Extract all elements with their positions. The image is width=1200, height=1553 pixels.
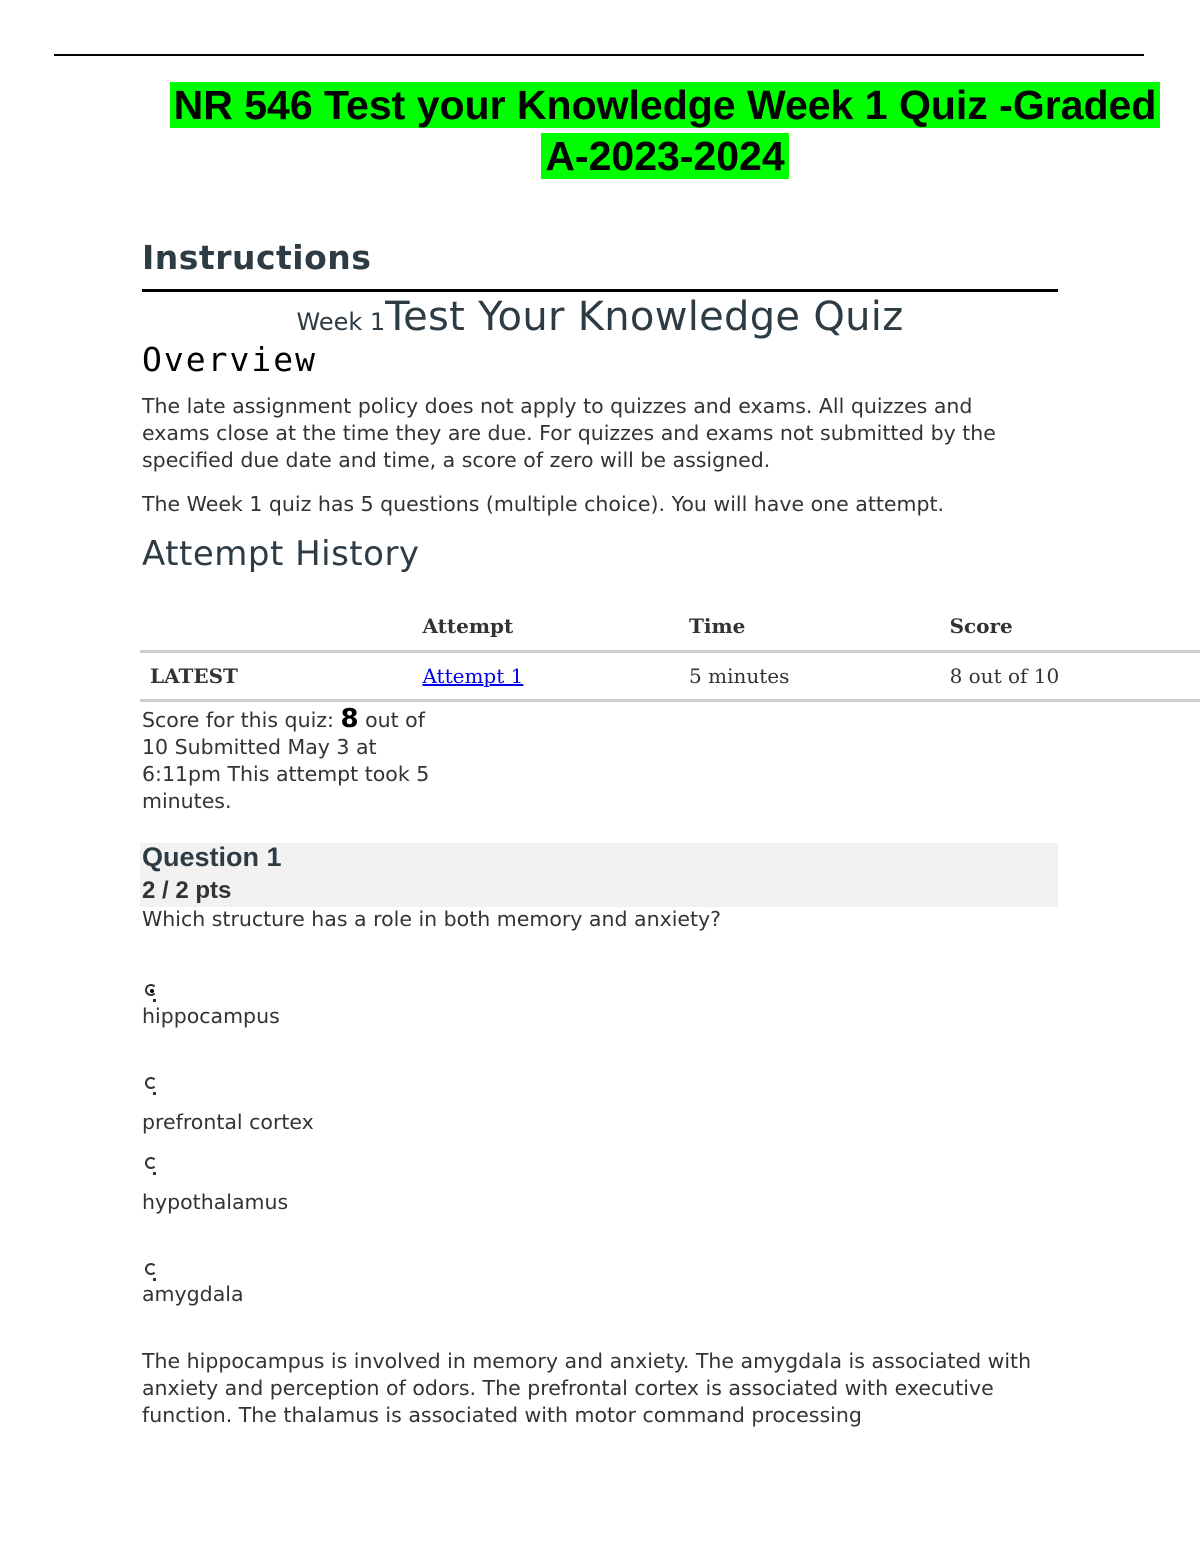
score-value: 8 bbox=[340, 704, 359, 734]
column-header-score: Score bbox=[949, 614, 1013, 638]
option-label: hippocampus bbox=[142, 1004, 280, 1028]
attempt-history-table bbox=[140, 602, 1200, 702]
answer-explanation: The hippocampus is involved in memory and anxiety. The amygdala is associated with anxiety and perception of odors. The prefrontal cortex is associated with executive function. The thalamus is associated with motor command processing bbox=[142, 1349, 1032, 1427]
score-details: out of 10 Submitted May 3 at 6:11pm This attempt took 5 minutes. bbox=[142, 708, 430, 813]
question-points: 2 / 2 pts bbox=[142, 877, 232, 904]
quiz-info-paragraph: The Week 1 quiz has 5 questions (multiple choice). You will have one attempt. bbox=[142, 492, 945, 516]
table-header-row bbox=[140, 602, 1200, 652]
attempt-history-heading: Attempt History bbox=[142, 534, 420, 574]
instructions-heading: Instructions bbox=[142, 238, 372, 277]
table-row bbox=[140, 652, 1200, 701]
radio-mark-icon bbox=[153, 1278, 156, 1281]
column-header-attempt: Attempt bbox=[422, 614, 514, 638]
overview-heading: Overview bbox=[142, 340, 317, 379]
option-label: amygdala bbox=[142, 1282, 244, 1306]
title-line-1: NR 546 Test your Knowledge Week 1 Quiz -Graded bbox=[170, 82, 1161, 128]
document-title bbox=[140, 80, 1190, 182]
radio-amygdala[interactable] bbox=[145, 1263, 157, 1275]
question-text: Which structure has a role in both memory and anxiety? bbox=[142, 907, 722, 931]
attempt-score: 8 out of 10 bbox=[950, 652, 1200, 701]
column-header-status bbox=[140, 602, 422, 652]
question-title: Question 1 bbox=[142, 842, 282, 872]
radio-mark-icon bbox=[153, 999, 156, 1002]
quiz-title: Test Your Knowledge Quiz bbox=[385, 294, 904, 340]
quiz-heading bbox=[142, 294, 1058, 340]
radio-prefrontal-cortex[interactable] bbox=[145, 1077, 157, 1089]
column-header-time: Time bbox=[689, 614, 746, 638]
title-line-2: A-2023-2024 bbox=[541, 133, 788, 179]
score-summary bbox=[142, 706, 442, 815]
radio-hypothalamus[interactable] bbox=[145, 1157, 157, 1169]
radio-mark-icon bbox=[153, 1092, 156, 1095]
latest-badge: LATEST bbox=[140, 652, 422, 701]
option-label: prefrontal cortex bbox=[142, 1110, 314, 1134]
score-prefix: Score for this quiz: bbox=[142, 708, 341, 732]
attempt-time: 5 minutes bbox=[689, 652, 950, 701]
radio-mark-icon bbox=[153, 1172, 156, 1175]
option-label: hypothalamus bbox=[142, 1190, 289, 1214]
top-divider bbox=[54, 54, 1144, 56]
instructions-divider bbox=[142, 289, 1058, 292]
quiz-week-label: Week 1 bbox=[296, 308, 386, 336]
attempt-1-link[interactable]: Attempt 1 bbox=[422, 664, 524, 688]
late-policy-paragraph: The late assignment policy does not apply to quizzes and exams. All quizzes and exams close at the time they are due. For quizzes and exams not submitted by the specified due date and time, a score of zero will be assigned. bbox=[142, 394, 996, 472]
radio-hippocampus[interactable] bbox=[145, 984, 157, 996]
